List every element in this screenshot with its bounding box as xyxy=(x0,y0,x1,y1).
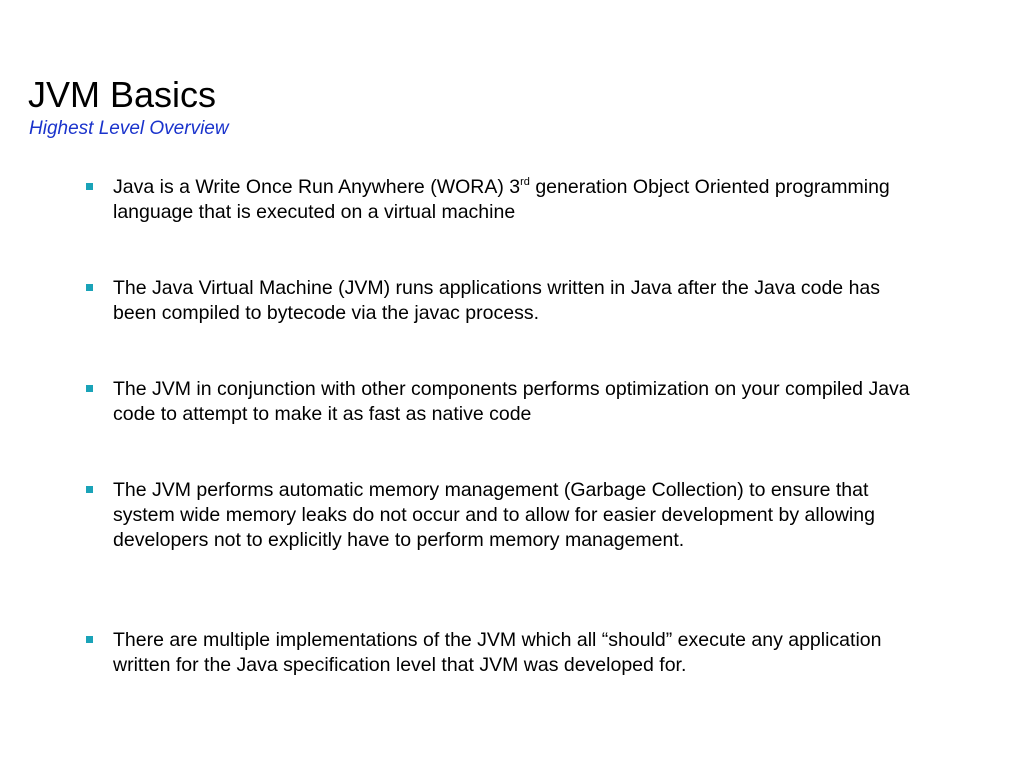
bullet-text-part: Java is a Write Once Run Anywhere (WORA) 3 xyxy=(113,176,521,198)
square-bullet-icon xyxy=(86,486,93,493)
bullet-text: The JVM performs automatic memory management (Garbage Collection) to ensure that system wide memory leaks do not occur and to allow for easier development by allowing developers not to explicitly have to perform memory management. xyxy=(113,479,875,551)
bullet-item xyxy=(86,377,926,427)
bullet-text: The JVM in conjunction with other components performs optimization on your compiled Java code to attempt to make it as fast as native code xyxy=(113,378,910,425)
bullet-text-part: generation Object Oriented programming language that is executed on a virtual machine xyxy=(113,176,890,223)
bullet-text xyxy=(113,175,926,225)
superscript: rd xyxy=(520,175,530,188)
square-bullet-icon xyxy=(86,636,93,643)
slide-title: JVM Basics xyxy=(28,74,217,115)
bullet-text: There are multiple implementations of the JVM which all “should” execute any application written for the Java specification level that JVM was developed for. xyxy=(113,629,882,676)
bullet-text: The Java Virtual Machine (JVM) runs applications written in Java after the Java code has been compiled to bytecode via the javac process. xyxy=(113,277,881,324)
bullet-item xyxy=(86,478,926,553)
bullet-item xyxy=(86,175,926,225)
square-bullet-icon xyxy=(86,284,93,291)
bullet-item xyxy=(86,276,926,326)
square-bullet-icon xyxy=(86,183,93,190)
square-bullet-icon xyxy=(86,385,93,392)
slide-subtitle: Highest Level Overview xyxy=(29,118,229,139)
bullet-item xyxy=(86,628,926,678)
